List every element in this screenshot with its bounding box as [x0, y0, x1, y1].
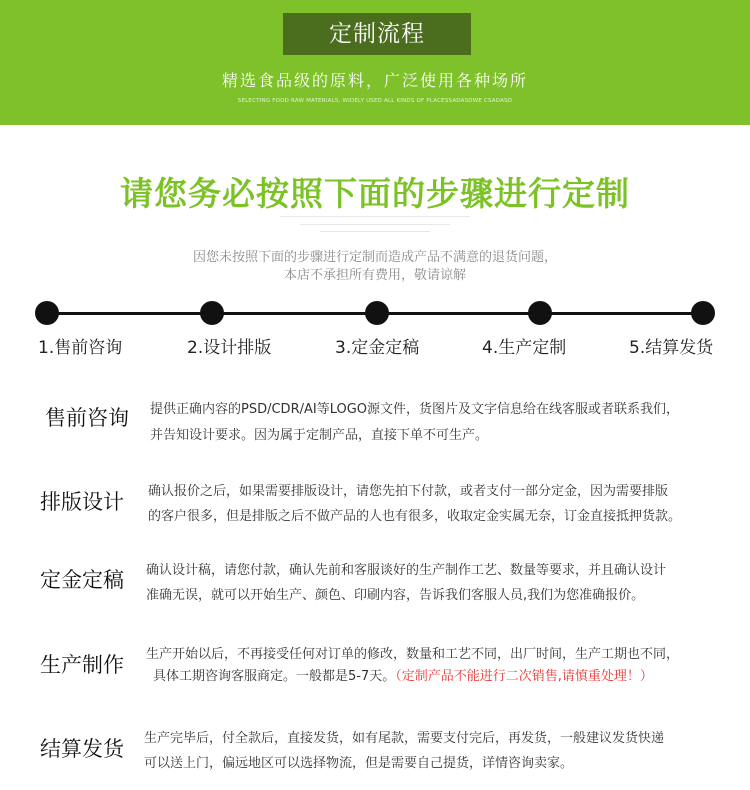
- timeline-dot: [691, 301, 715, 325]
- section-title: 生产制作: [40, 653, 124, 677]
- header-banner: [0, 0, 750, 125]
- timeline-dot: [200, 301, 224, 325]
- step-label-consult: 1.售前咨询: [38, 338, 123, 358]
- section-text-row: [153, 665, 653, 684]
- section-text: 确认设计稿，请您付款，确认先前和客服谈好的生产制作工艺、数量等要求，并且确认设计: [146, 563, 667, 578]
- decorative-divider: [320, 231, 430, 232]
- section-title: 售前咨询: [45, 406, 129, 430]
- step-label-design: 2.设计排版: [187, 338, 272, 358]
- section-text: 生产开始以后，不再接受任何对订单的修改，数量和工艺不同，出厂时间，生产工期也不同，: [146, 647, 680, 662]
- timeline-dot: [35, 301, 59, 325]
- section-text: 并告知设计要求。因为属于定制产品，直接下单不可生产。: [150, 428, 489, 443]
- step-label-production: 4.生产定制: [482, 338, 567, 358]
- section-title: 排版设计: [40, 490, 124, 514]
- timeline-dot: [365, 301, 389, 325]
- section-text: 的客户很多，但是排版之后不做产品的人也有很多，收取定金实属无奈，订金直接抵押货款。: [148, 509, 682, 524]
- section-text: 准确无误，就可以开始生产、颜色、印刷内容，告诉我们客服人员,我们为您准确报价。: [146, 588, 645, 603]
- decorative-divider: [280, 216, 470, 217]
- section-text: 生产完毕后，付全款后，直接发货，如有尾款，需要支付完后，再发货，一般建议发货快递: [144, 731, 665, 746]
- banner-subtitle: 精选食品级的原料，广泛使用各种场所: [221, 71, 528, 90]
- decorative-divider: [300, 224, 450, 225]
- section-text: 确认报价之后，如果需要排版设计，请您先拍下付款，或者支付一部分定金，因为需要排版: [148, 484, 669, 499]
- banner-title: 定制流程: [283, 13, 471, 55]
- notice-line-1: 因您未按照下面的步骤进行定制而造成产品不满意的退货问题，: [192, 250, 557, 265]
- section-text: 提供正确内容的PSD/CDR/AI等LOGO源文件，货图片及文字信息给在线客服或者联系我们，: [150, 402, 680, 417]
- step-label-delivery: 5.结算发货: [629, 338, 714, 358]
- page-headline: 请您务必按照下面的步骤进行定制: [120, 174, 630, 213]
- banner-english-text: SELECTING FOOD RAW MATERIALS, WIDELY USED ALL KINDS OF PLACESSADASDWE CSADASD: [237, 98, 513, 104]
- section-title: 结算发货: [40, 737, 124, 761]
- section-text: 具体工期咨询客服商定。一般都是5-7天。: [153, 669, 396, 684]
- step-label-deposit: 3.定金定稿: [335, 338, 420, 358]
- section-title: 定金定稿: [40, 568, 124, 592]
- section-text: 可以送上门，偏远地区可以选择物流，但是需要自己提货，详情咨询卖家。: [144, 756, 574, 771]
- notice-line-2: 本店不承担所有费用，敬请谅解: [283, 268, 466, 283]
- warning-text: （定制产品不能进行二次销售,请慎重处理！）: [395, 669, 653, 684]
- timeline-dot: [528, 301, 552, 325]
